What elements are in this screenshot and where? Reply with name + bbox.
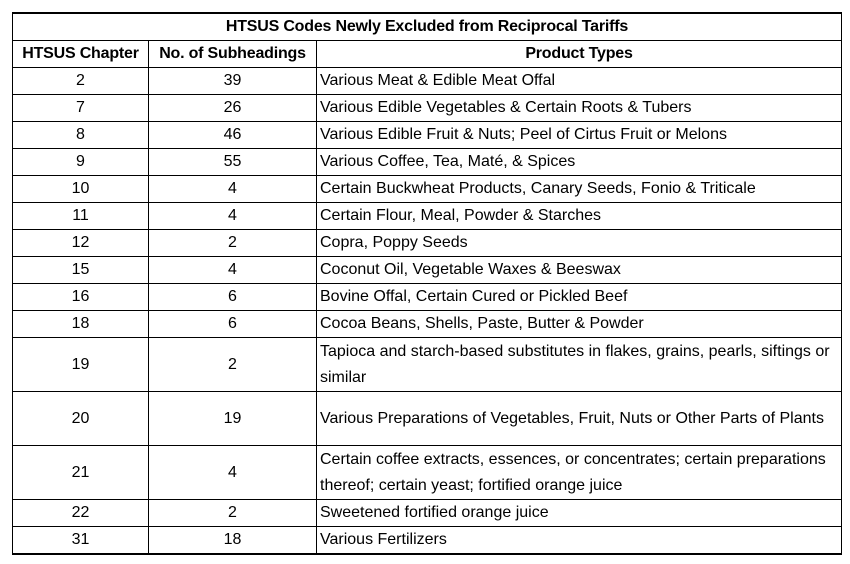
subheadings-cell: 46 xyxy=(149,122,317,149)
chapter-cell: 22 xyxy=(13,500,149,527)
table-row xyxy=(13,203,842,230)
chapter-cell: 15 xyxy=(13,257,149,284)
subheadings-cell: 4 xyxy=(149,446,317,500)
table-title: HTSUS Codes Newly Excluded from Reciprocal Tariffs xyxy=(13,13,842,41)
subheadings-cell: 6 xyxy=(149,311,317,338)
table-row xyxy=(13,527,842,555)
chapter-cell: 8 xyxy=(13,122,149,149)
product-cell: Various Edible Fruit & Nuts; Peel of Cirtus Fruit or Melons xyxy=(317,122,842,149)
subheadings-cell: 2 xyxy=(149,500,317,527)
product-cell: Tapioca and starch-based substitutes in flakes, grains, pearls, siftings or similar xyxy=(317,338,842,392)
table-header-row xyxy=(13,41,842,68)
table-row xyxy=(13,176,842,203)
chapter-cell: 21 xyxy=(13,446,149,500)
subheadings-cell: 2 xyxy=(149,230,317,257)
subheadings-cell: 2 xyxy=(149,338,317,392)
chapter-cell: 9 xyxy=(13,149,149,176)
table-row xyxy=(13,446,842,500)
subheadings-cell: 19 xyxy=(149,392,317,446)
product-cell: Various Coffee, Tea, Maté, & Spices xyxy=(317,149,842,176)
product-cell: Various Edible Vegetables & Certain Roots & Tubers xyxy=(317,95,842,122)
product-cell: Various Meat & Edible Meat Offal xyxy=(317,68,842,95)
subheadings-cell: 4 xyxy=(149,257,317,284)
product-cell: Certain coffee extracts, essences, or concentrates; certain preparations thereof; certain yeast; fortified orange juice xyxy=(317,446,842,500)
subheadings-cell: 18 xyxy=(149,527,317,555)
header-htsus-chapter: HTSUS Chapter xyxy=(13,41,149,68)
chapter-cell: 19 xyxy=(13,338,149,392)
table-row xyxy=(13,311,842,338)
table-row xyxy=(13,500,842,527)
chapter-cell: 10 xyxy=(13,176,149,203)
product-cell: Sweetened fortified orange juice xyxy=(317,500,842,527)
table-row xyxy=(13,149,842,176)
product-cell: Cocoa Beans, Shells, Paste, Butter & Powder xyxy=(317,311,842,338)
table-row xyxy=(13,338,842,392)
chapter-cell: 16 xyxy=(13,284,149,311)
chapter-cell: 2 xyxy=(13,68,149,95)
header-product-types: Product Types xyxy=(317,41,842,68)
chapter-cell: 12 xyxy=(13,230,149,257)
header-no-of-subheadings: No. of Subheadings xyxy=(149,41,317,68)
subheadings-cell: 6 xyxy=(149,284,317,311)
product-cell: Various Fertilizers xyxy=(317,527,842,555)
table-row xyxy=(13,230,842,257)
chapter-cell: 18 xyxy=(13,311,149,338)
product-cell: Certain Buckwheat Products, Canary Seeds, Fonio & Triticale xyxy=(317,176,842,203)
table-row xyxy=(13,257,842,284)
subheadings-cell: 39 xyxy=(149,68,317,95)
tariff-exclusion-table xyxy=(12,12,842,555)
table-row xyxy=(13,284,842,311)
table-title-row xyxy=(13,13,842,41)
table-row xyxy=(13,68,842,95)
chapter-cell: 7 xyxy=(13,95,149,122)
product-cell: Certain Flour, Meal, Powder & Starches xyxy=(317,203,842,230)
subheadings-cell: 4 xyxy=(149,176,317,203)
subheadings-cell: 4 xyxy=(149,203,317,230)
table-row xyxy=(13,392,842,446)
product-cell: Copra, Poppy Seeds xyxy=(317,230,842,257)
product-cell: Bovine Offal, Certain Cured or Pickled Beef xyxy=(317,284,842,311)
product-cell: Various Preparations of Vegetables, Fruit, Nuts or Other Parts of Plants xyxy=(317,392,842,446)
subheadings-cell: 55 xyxy=(149,149,317,176)
subheadings-cell: 26 xyxy=(149,95,317,122)
chapter-cell: 20 xyxy=(13,392,149,446)
chapter-cell: 11 xyxy=(13,203,149,230)
chapter-cell: 31 xyxy=(13,527,149,555)
table-row xyxy=(13,122,842,149)
product-cell: Coconut Oil, Vegetable Waxes & Beeswax xyxy=(317,257,842,284)
table-row xyxy=(13,95,842,122)
